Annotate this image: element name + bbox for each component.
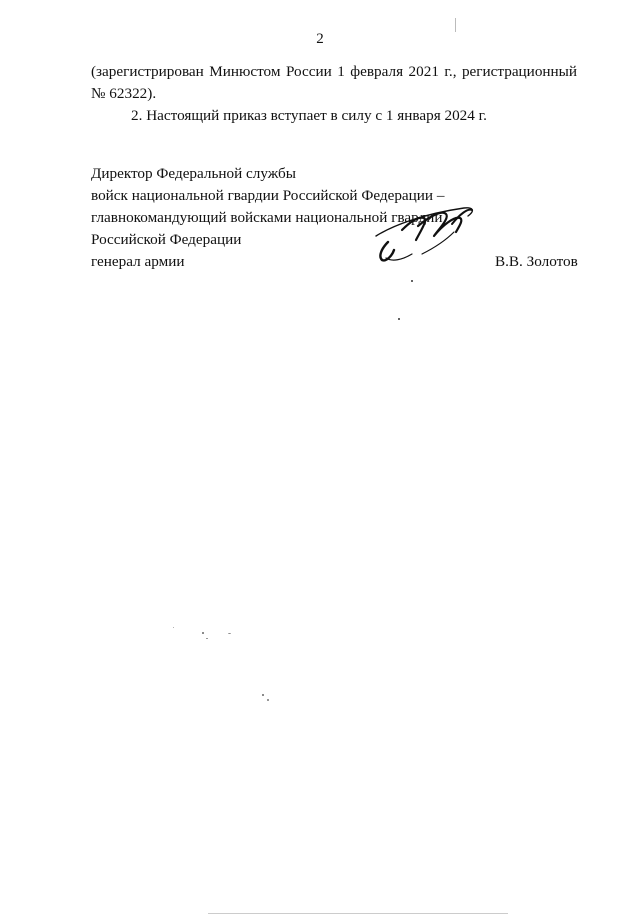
scan-speck [262,694,264,696]
signatory-title-line-2: войск национальной гвардии Российской Федерации – [91,187,445,204]
scan-speck [173,627,174,628]
signatory-title-line-3: главнокомандующий войсками национальной гвардии [91,209,443,226]
signatory-title-line-4: Российской Федерации [91,231,242,248]
paragraph-1-line-1: (зарегистрирован Минюстом России 1 февраля 2021 г., регистрационный [91,63,577,80]
scan-edge-mark [208,913,508,914]
paragraph-2: 2. Настоящий приказ вступает в силу с 1 января 2024 г. [131,107,487,124]
scan-speck [228,633,231,634]
signatory-name: В.В. Золотов [495,253,578,270]
handwritten-signature [372,196,482,276]
page-number: 2 [316,31,324,47]
signatory-title-line-1: Директор Федеральной службы [91,165,296,182]
scan-speck [206,638,208,639]
signatory-rank: генерал армии [91,253,185,270]
scan-speck [398,318,400,320]
scan-speck [202,632,204,634]
scan-edge-mark [455,18,456,32]
scan-speck [267,699,269,701]
scan-speck [411,280,413,282]
paragraph-1-line-2: № 62322). [91,85,157,102]
